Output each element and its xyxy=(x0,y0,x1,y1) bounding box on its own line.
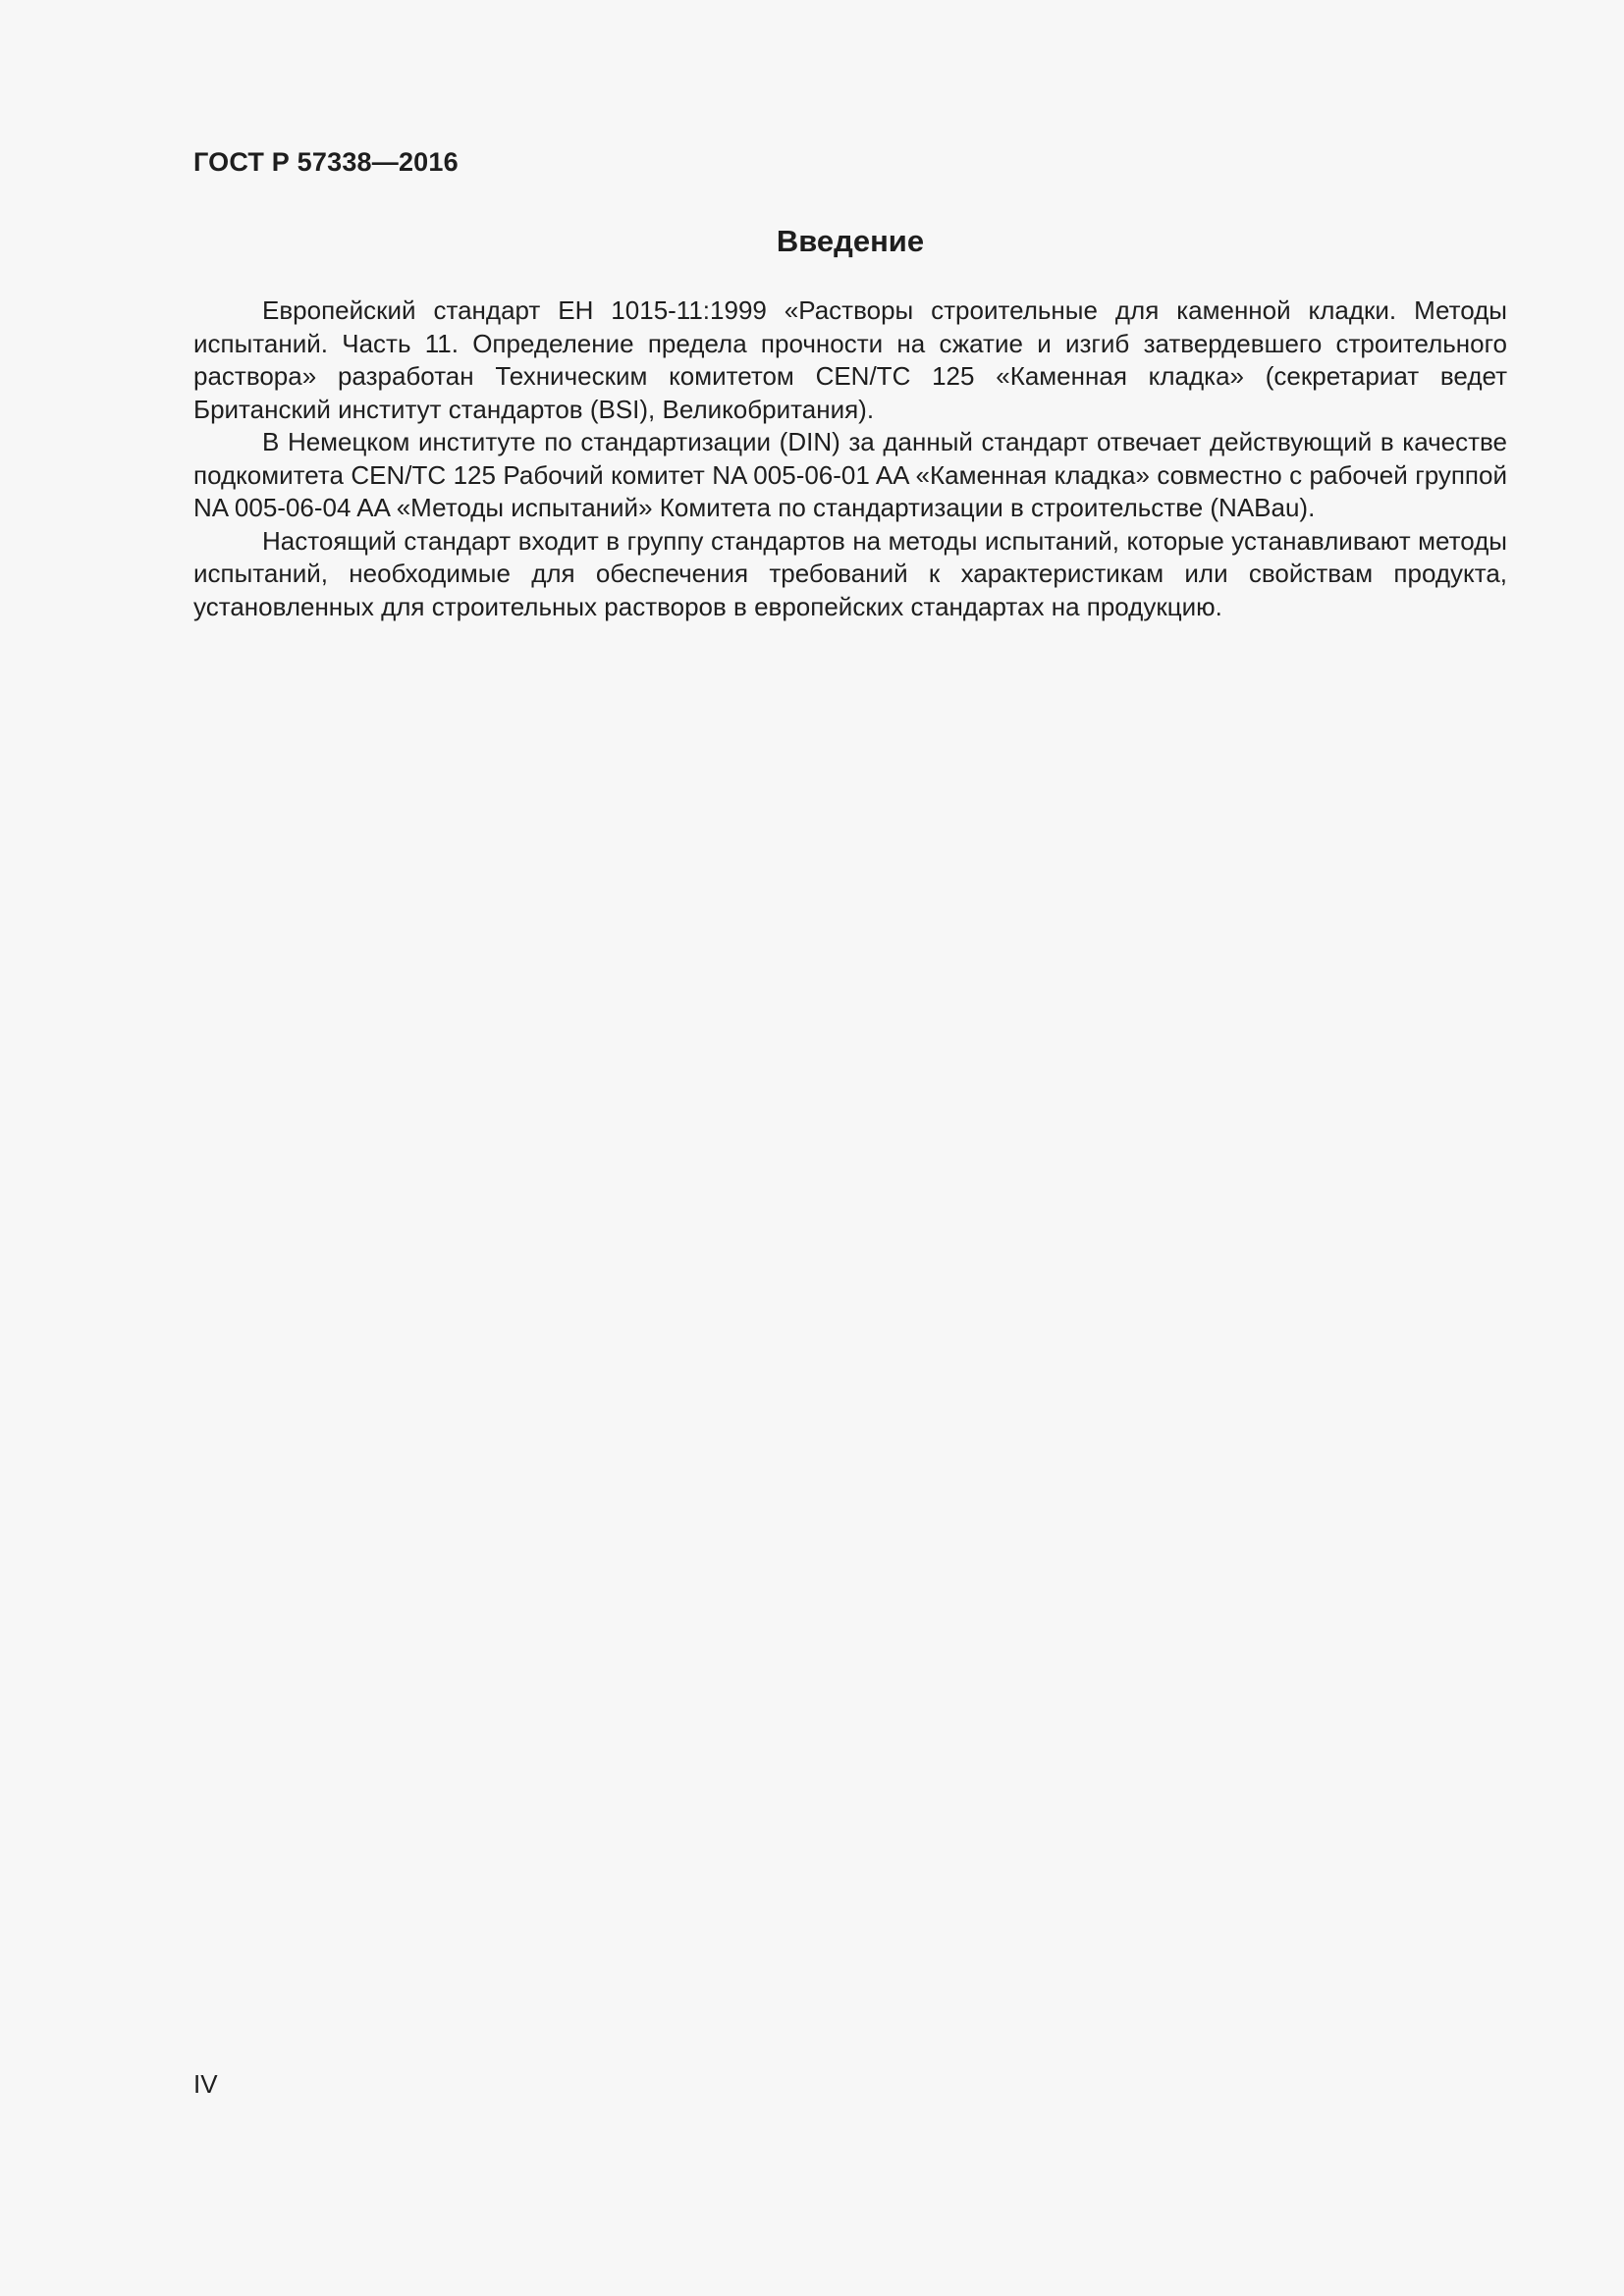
paragraph: Европейский стандарт ЕН 1015-11:1999 «Растворы строительные для каменной кладки. Методы испытаний. Часть 11. Определение предела прочности на сжатие и изгиб затвердевшего строительного раствора» разработан Техническим комитетом CEN/TC 125 «Каменная кладка» (секретариат ведет Британский институт стандартов (BSI), Великобритания). xyxy=(193,295,1507,424)
paragraph: Настоящий стандарт входит в группу стандартов на методы испытаний, которые устанавливают методы испытаний, необходимые для обеспечения требований к характеристикам или свойствам продукта, установленных для строительных растворов в европейских стандартах на продукцию. xyxy=(193,525,1507,621)
page-number: IV xyxy=(193,2069,218,2099)
paragraph: В Немецком институте по стандартизации (DIN) за данный стандарт отвечает действующий в качестве подкомитета CEN/TC 125 Рабочий комитет NA 005-06-01 AA «Каменная кладка» совместно с рабочей группой NA 005-06-04 AA «Методы испытаний» Комитета по стандартизации в строительстве (NABau). xyxy=(193,427,1507,522)
document-header: ГОСТ Р 57338—2016 xyxy=(193,147,459,177)
section-title: Введение xyxy=(776,224,925,258)
section-body xyxy=(193,294,1507,623)
